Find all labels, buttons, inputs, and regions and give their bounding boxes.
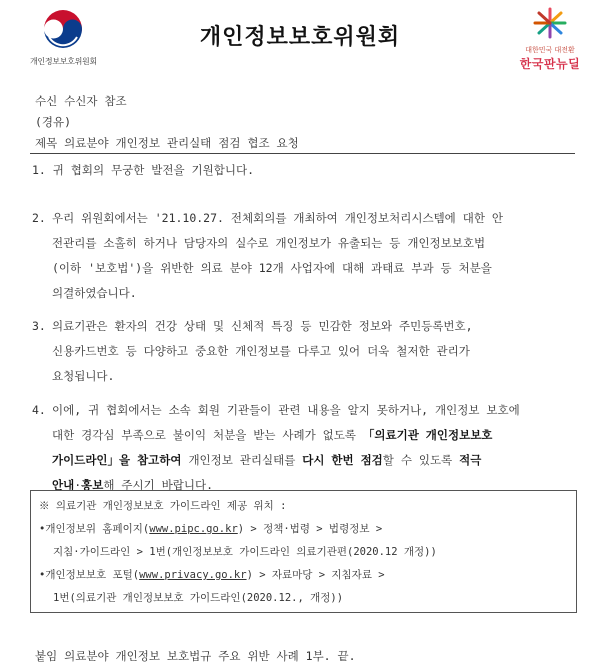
- page-title: 개인정보보호위원회: [199, 25, 401, 50]
- active-emphasis: 적극: [459, 453, 482, 467]
- paragraph-1-text: 1. 귀 협회의 무궁한 발전을 기원합니다.: [32, 163, 255, 177]
- paragraph-4-number: 4.: [32, 403, 46, 417]
- guideline-item-2-continued: 1번(의료기관 개인정보보호 가이드라인(2020.12., 개정)): [53, 592, 344, 604]
- paragraph-4-line: 이에, 귀 협회에서는 소속 회원 기관들이 관련 내용을 알지 못하거나, 개인정보 보호에: [52, 403, 520, 417]
- guideline-item-2: [39, 567, 385, 582]
- paragraph-3-number: 3.: [32, 319, 46, 333]
- recheck-emphasis: 다시 한번 점검: [302, 453, 383, 467]
- promote-emphasis: 홍보: [81, 478, 104, 492]
- subject-divider: [30, 153, 575, 154]
- paragraph-2: [32, 206, 580, 306]
- paragraph-4-line: [32, 423, 580, 448]
- new-deal-tagline: 대한민국 대전환: [525, 46, 575, 54]
- paragraph-4-line: [32, 448, 580, 473]
- new-deal-star-icon: [530, 6, 570, 40]
- guideline-item-2-text: •개인정보보호 포털(: [39, 569, 140, 581]
- guideline-heading: ※ 의료기관 개인정보보호 가이드라인 제공 위치 :: [39, 500, 287, 512]
- paragraph-3-line: 요청됩니다.: [52, 369, 115, 383]
- paragraph-3: [32, 314, 580, 389]
- privacy-portal-link[interactable]: www.privacy.go.kr: [139, 569, 247, 581]
- guideline-item-2-path: ) > 자료마당 > 지침자료 >: [246, 569, 385, 581]
- pipc-link[interactable]: www.pipc.go.kr: [149, 523, 238, 535]
- guideline-item-1-continued: 지침·가이드라인 > 1번(개인정보보호 가이드라인 의료기관편(2020.12 개정)): [53, 546, 437, 558]
- paragraph-4-text: 대한 경각심 부족으로 불이익 처분을 받는 사례가 없도록: [52, 428, 363, 442]
- paragraph-4-text: 해 주시기 바랍니다.: [103, 478, 214, 492]
- new-deal-wordmark: 한국판뉴딜: [519, 57, 581, 71]
- attachment-line: 붙임 의료분야 개인정보 보호법규 주요 위반 사례 1부. 끝.: [35, 649, 356, 663]
- paragraph-2-line: 전관리를 소홀히 하거나 담당자의 실수로 개인정보가 유출되는 등 개인정보보호법: [52, 236, 486, 250]
- left-logo-caption: 개인정보보호위원회: [30, 57, 97, 66]
- document-header: [0, 0, 600, 80]
- guideline-location-box: [30, 490, 577, 613]
- subject-line: 제목 의료분야 개인정보 관리실태 점검 협조 요청: [35, 136, 299, 150]
- paragraph-4: [32, 398, 580, 498]
- paragraph-1: [32, 158, 580, 183]
- guide-emphasis: 안내: [52, 478, 75, 492]
- middle-dot: ·: [74, 478, 82, 492]
- paragraph-3-line: 의료기관은 환자의 건강 상태 및 신체적 특징 등 민감한 정보와 주민등록번호,: [52, 319, 473, 333]
- guideline-reference-emphasis: 가이드라인」을 참고하여: [52, 453, 182, 467]
- guideline-item-1-text: •개인정보위 홈페이지(: [39, 523, 150, 535]
- recipient-line: 수신 수신자 참조: [35, 94, 127, 108]
- paragraph-2-number: 2.: [32, 211, 46, 225]
- guideline-item-1-path: ) > 정책·법령 > 법령정보 >: [237, 523, 383, 535]
- paragraph-3-line: 신용카드번호 등 다양하고 중요한 개인정보를 다루고 있어 더욱 철저한 관리가: [52, 344, 470, 358]
- paragraph-4-text: 개인정보 관리실태를: [181, 453, 303, 467]
- korean-new-deal-logo: [515, 6, 585, 72]
- paragraph-2-line: 의결하였습니다.: [52, 286, 137, 300]
- guideline-item-1: [39, 521, 382, 536]
- paragraph-2-line: 우리 위원회에서는 '21.10.27. 전체회의를 개최하여 개인정보처리시스템에 대한 안: [52, 211, 503, 225]
- guideline-title-emphasis: 「의료기관 개인정보보호: [362, 428, 493, 442]
- paragraph-4-text: 할 수 있도록: [382, 453, 460, 467]
- via-line: (경유): [35, 115, 72, 129]
- paragraph-2-line: (이하 '보호법')을 위반한 의료 분야 12개 사업자에 대해 과태료 부과 등 처분을: [52, 261, 492, 275]
